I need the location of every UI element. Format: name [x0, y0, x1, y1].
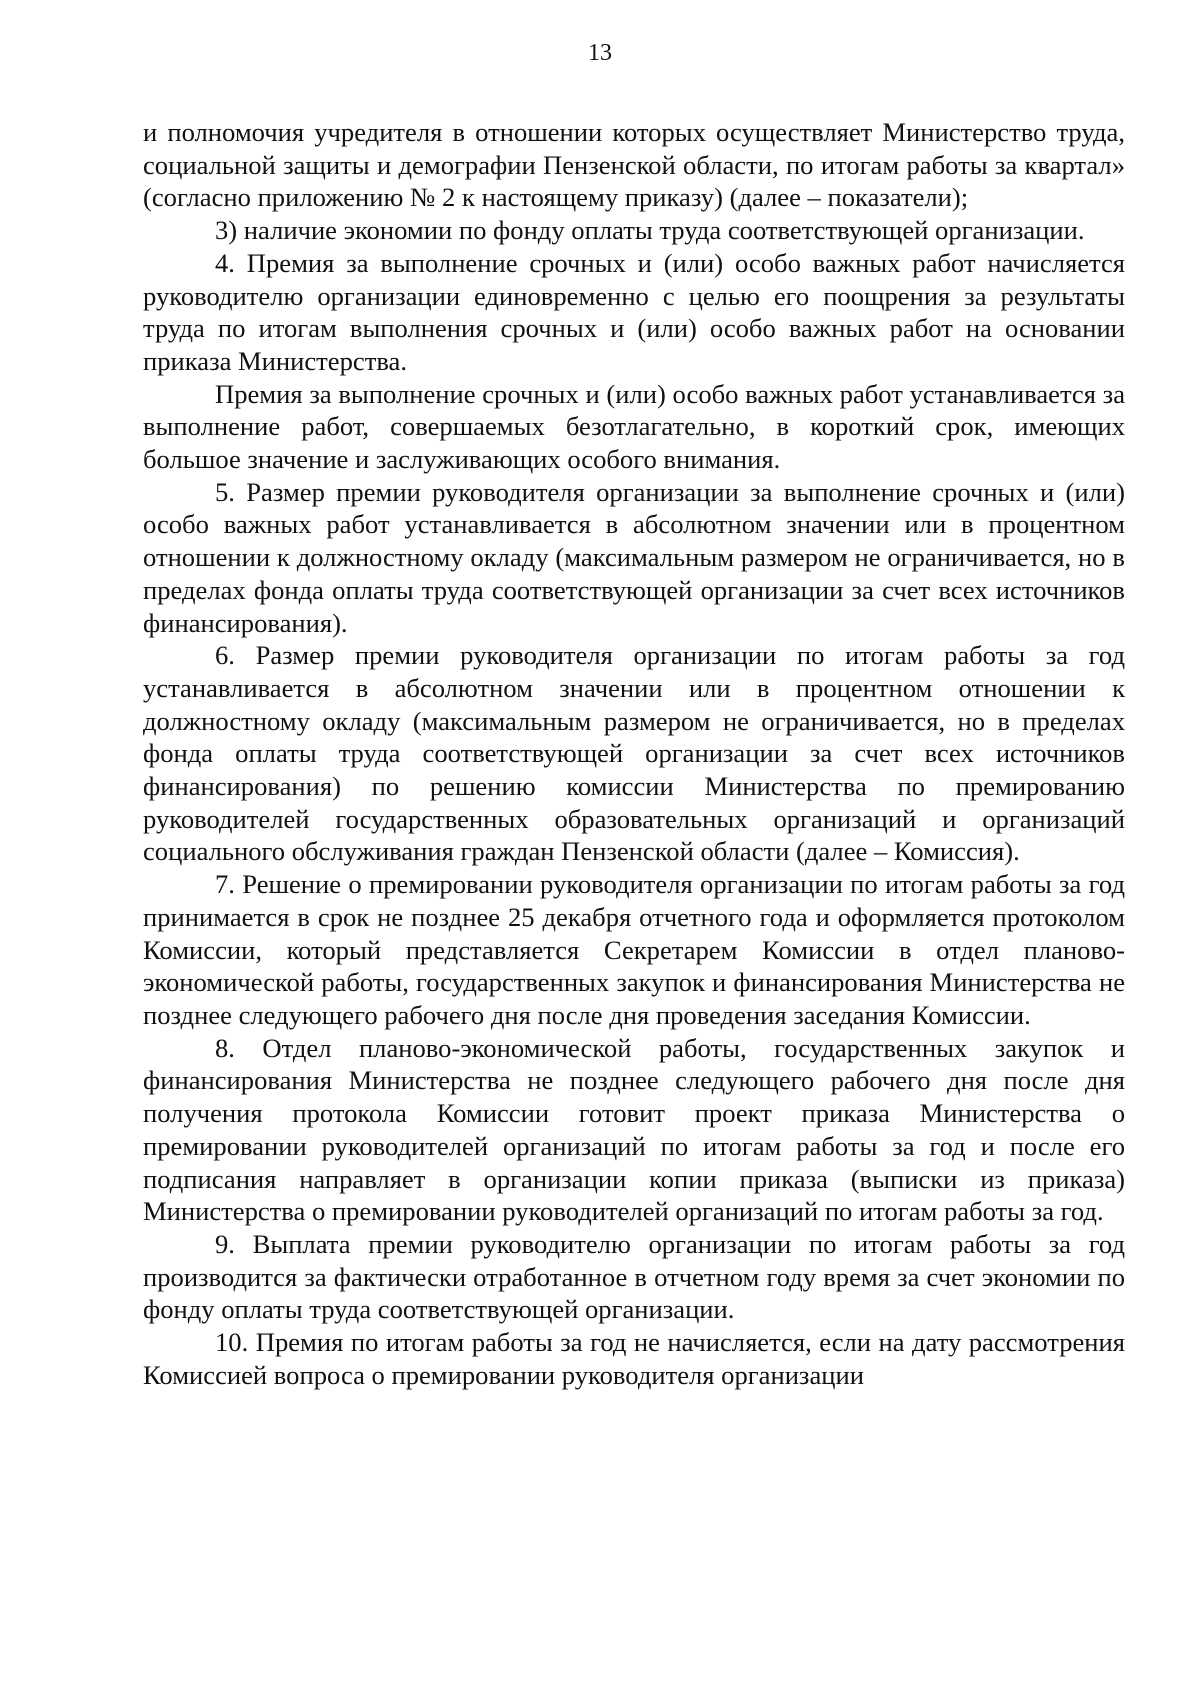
paragraph-item-7: 7. Решение о премировании руководителя организации по итогам работы за год принимается в срок не позднее 25 декабря отчетного года и оформляется протоколом Комиссии, который представляется Секретарем Комиссии в отдел планово-экономической работы, государственных закупок и финансирования Министерства не позднее следующего рабочего дня после дня проведения заседания Комиссии.	[143, 869, 1125, 1030]
paragraph-continuation: и полномочия учредителя в отношении которых осуществляет Министерство труда, социальной защиты и демографии Пензенской области, по итогам работы за квартал» (согласно приложению № 2 к настоящему приказу) (далее – показатели);	[143, 117, 1125, 213]
paragraph-item-4: 4. Премия за выполнение срочных и (или) особо важных работ начисляется руководителю организации единовременно с целью его поощрения за результаты труда по итогам выполнения срочных и (или) особо важных работ на основании приказа Министерства.	[143, 247, 1125, 376]
paragraph-item-9: 9. Выплата премии руководителю организации по итогам работы за год производится за фактически отработанное в отчетном году время за счет экономии по фонду оплаты труда соответствующей организации.	[143, 1228, 1125, 1325]
paragraph-item-10: 10. Премия по итогам работы за год не начисляется, если на дату рассмотрения Комиссией вопроса о премировании руководителя организации	[143, 1327, 1125, 1390]
paragraph-item-5: 5. Размер премии руководителя организации за выполнение срочных и (или) особо важных работ устанавливается в абсолютном значении или в процентном отношении к должностному окладу (максимальным размером не ограничивается, но в пределах фонда оплаты труда соответствующей организации за счет всех источников финансирования).	[143, 476, 1125, 638]
paragraph-item-6: 6. Размер премии руководителя организации по итогам работы за год устанавливается в абсолютном значении или в процентном отношении к должностному окладу (максимальным размером не ограничивается, но в пределах фонда оплаты труда соответствующей организации за счет всех источников финансирования) по решению комиссии Министерства по премированию руководителей государственных образовательных организаций и организаций социального обслуживания граждан Пензенской области (далее – Комиссия).	[143, 640, 1125, 867]
document-body	[143, 116, 1125, 1391]
page-number: 13	[588, 40, 612, 66]
paragraph-item-8: 8. Отдел планово-экономической работы, государственных закупок и финансирования Министерства не позднее следующего рабочего дня после дня получения протокола Комиссии готовит проект приказа Министерства о премировании руководителей организаций по итогам работы за год и после его подписания направляет в организации копии приказа (выписки из приказа) Министерства о премировании руководителей организаций по итогам работы за год.	[143, 1032, 1125, 1227]
paragraph-item-3: 3) наличие экономии по фонду оплаты труда соответствующей организации.	[215, 215, 1085, 246]
paragraph-item-4-detail: Премия за выполнение срочных и (или) особо важных работ устанавливается за выполнение работ, совершаемых безотлагательно, в короткий срок, имеющих большое значение и заслуживающих особого внимания.	[143, 378, 1125, 475]
